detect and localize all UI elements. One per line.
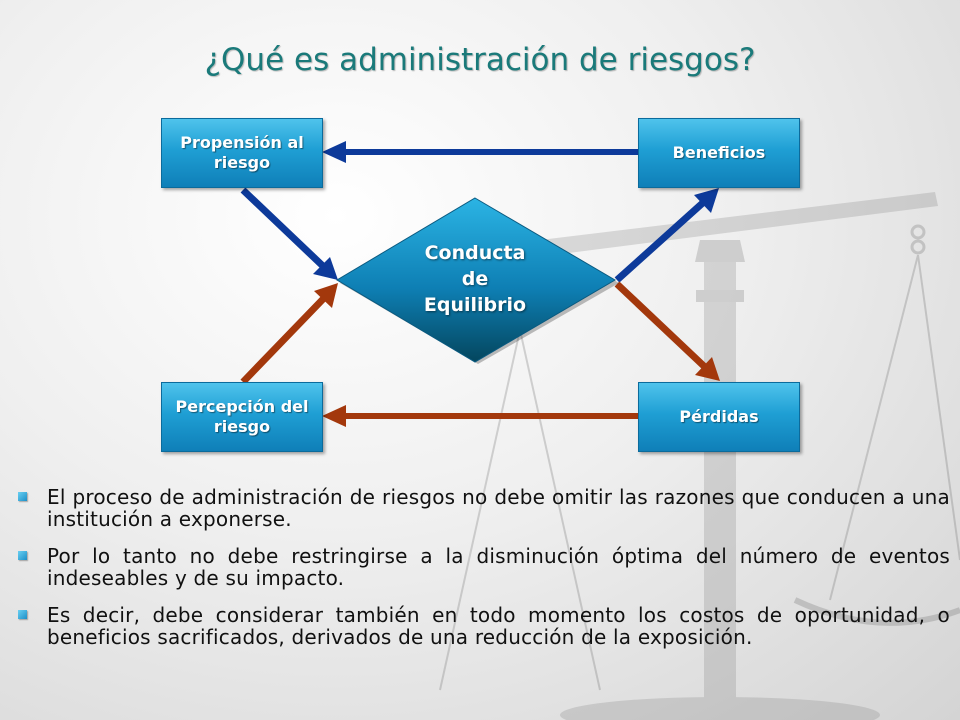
arrow-percepcion-to-conducta [243, 296, 326, 382]
conducta-label-line3: Equilibrio [423, 294, 527, 316]
arrowhead-percepcion [322, 405, 346, 427]
node-beneficios-label: Beneficios [672, 143, 766, 162]
bullet-square-icon [18, 610, 27, 619]
bullet-square-icon [18, 551, 27, 560]
bullet-square-icon [18, 492, 27, 501]
bullet-text: El proceso de administración de riesgos no debe omitir las razones que conducen a una institución a exponerse. [47, 485, 950, 531]
node-percepcion [161, 382, 323, 452]
conducta-label-line2: de [461, 268, 489, 290]
node-beneficios [638, 118, 800, 188]
slide-title: ¿Qué es administración de riesgos? [204, 42, 756, 78]
bullet-item [18, 486, 950, 530]
bullet-text: Por lo tanto no debe restringirse a la disminución óptima del número de eventos indeseables y de su impacto. [47, 544, 950, 590]
node-propension-label: Propensión al riesgo [180, 133, 304, 172]
node-perdidas-label: Pérdidas [679, 407, 759, 426]
node-perdidas [638, 382, 800, 452]
arrowhead-propension [322, 141, 346, 163]
conducta-label-line1: Conducta [424, 242, 526, 264]
bullet-list [18, 486, 950, 663]
bullet-text: Es decir, debe considerar también en todo momento los costos de oportunidad, o beneficios sacrificados, derivados de una reducción de la exposición. [47, 603, 950, 649]
arrow-conducta-to-beneficios [617, 200, 706, 280]
bullet-item [18, 604, 950, 648]
arrow-propension-to-conducta [243, 190, 325, 268]
node-percepcion-label: Percepción del riesgo [175, 397, 309, 436]
node-propension [161, 118, 323, 188]
arrow-conducta-to-perdidas [617, 284, 707, 369]
conducta-label [395, 240, 555, 318]
bullet-item [18, 545, 950, 589]
